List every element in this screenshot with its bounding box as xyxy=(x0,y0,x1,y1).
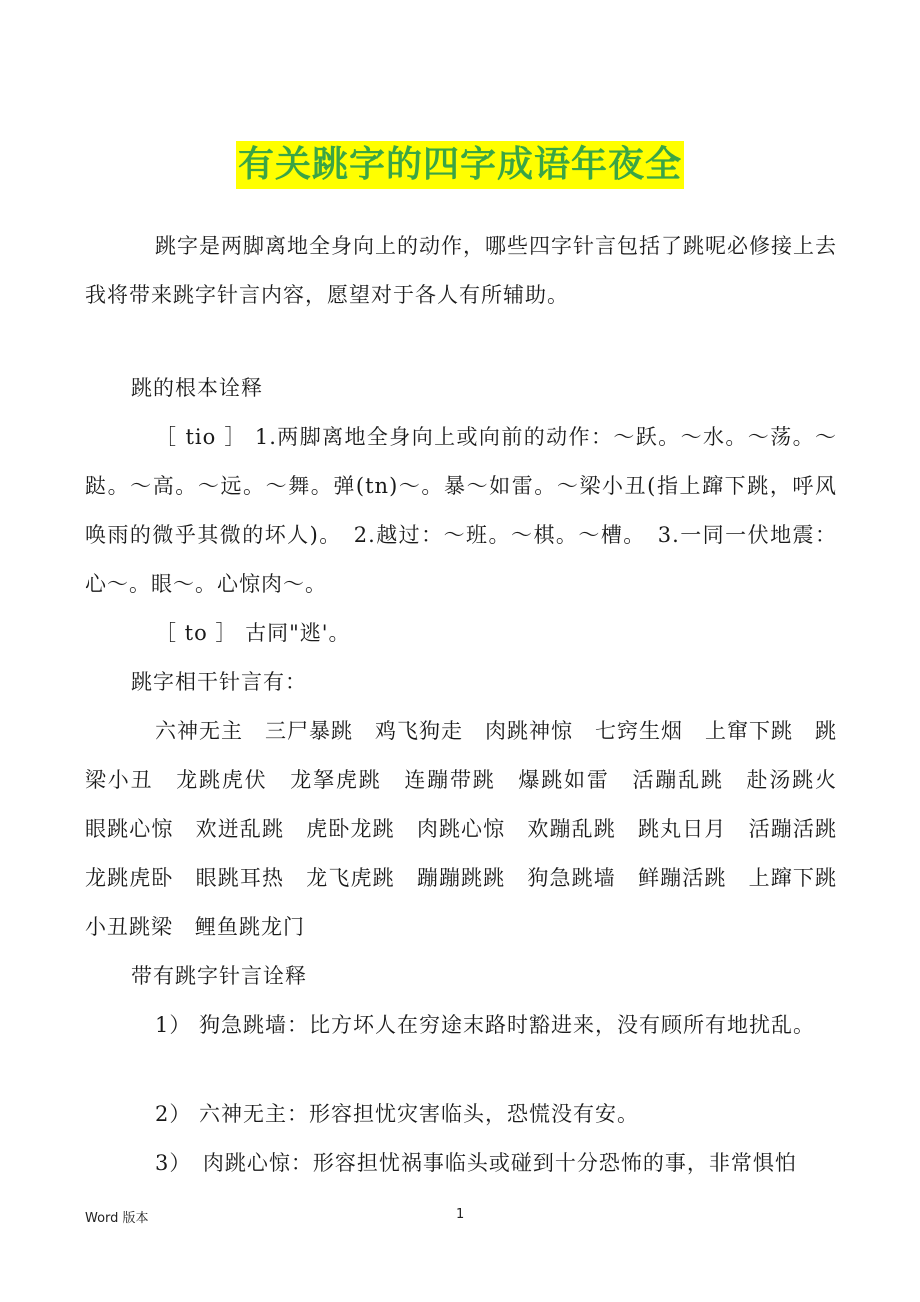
idiom-list-paragraph: 六神无主 三尸暴跳 鸡飞狗走 肉跳神惊 七窍生烟 上窜下跳 跳梁小丑 龙跳虎伏 龙拏虎跳 连蹦带跳 爆跳如雷 活蹦乱跳 赴汤跳火 眼跳心惊 欢迸乱跳 虎卧龙跳 肉跳心惊 欢蹦乱跳 跳丸日月 活蹦活跳 龙跳虎卧 眼跳耳热 龙飞虎跳 蹦蹦跳跳 狗急跳墙 鲜蹦活跳 上蹿下跳 小丑跳梁 鲤鱼跳龙门 xyxy=(85,719,859,939)
definition-paragraph-2: ［ to ］ 古同"逃'。 xyxy=(155,621,351,645)
title-container xyxy=(0,141,920,189)
page-number: 1 xyxy=(456,1207,465,1222)
list-item: 2） 六神无主：形容担忧灾害临头，恐慌没有安。 xyxy=(155,1102,640,1126)
section-heading-idiom-explanations: 带有跳字针言诠释 xyxy=(131,964,307,988)
section-heading-related-idioms: 跳字相干针言有： xyxy=(131,670,307,694)
list-item: 1） 狗急跳墙：比方坏人在穷途末路时豁进来，没有顾所有地扰乱。 xyxy=(155,1013,816,1037)
list-item: 3） 肉跳心惊：形容担忧祸事临头或碰到十分恐怖的事，非常惧怕 xyxy=(155,1151,797,1175)
section-heading-basic-meaning: 跳的根本诠释 xyxy=(131,376,263,400)
footer-label: Word 版本 xyxy=(85,1211,149,1226)
definition-paragraph-1: ［ tio ］ 1.两脚离地全身向上或向前的动作：～跃。～水。～荡。～跶。～高。～远。～舞。弹(tn)～。暴～如雷。～梁小丑(指上蹿下跳，呼风唤雨的微乎其微的坏人)。 2.越过：～班。～棋。～槽。 3.一同一伏地震：心～。眼～。心惊肉～。 xyxy=(85,425,837,596)
intro-paragraph: 跳字是两脚离地全身向上的动作，哪些四字针言包括了跳呢必修接上去我将带来跳字针言内容，愿望对于各人有所辅助。 xyxy=(85,234,837,307)
document-title: 有关跳字的四字成语年夜全 xyxy=(236,141,684,189)
document-body xyxy=(85,222,859,1188)
